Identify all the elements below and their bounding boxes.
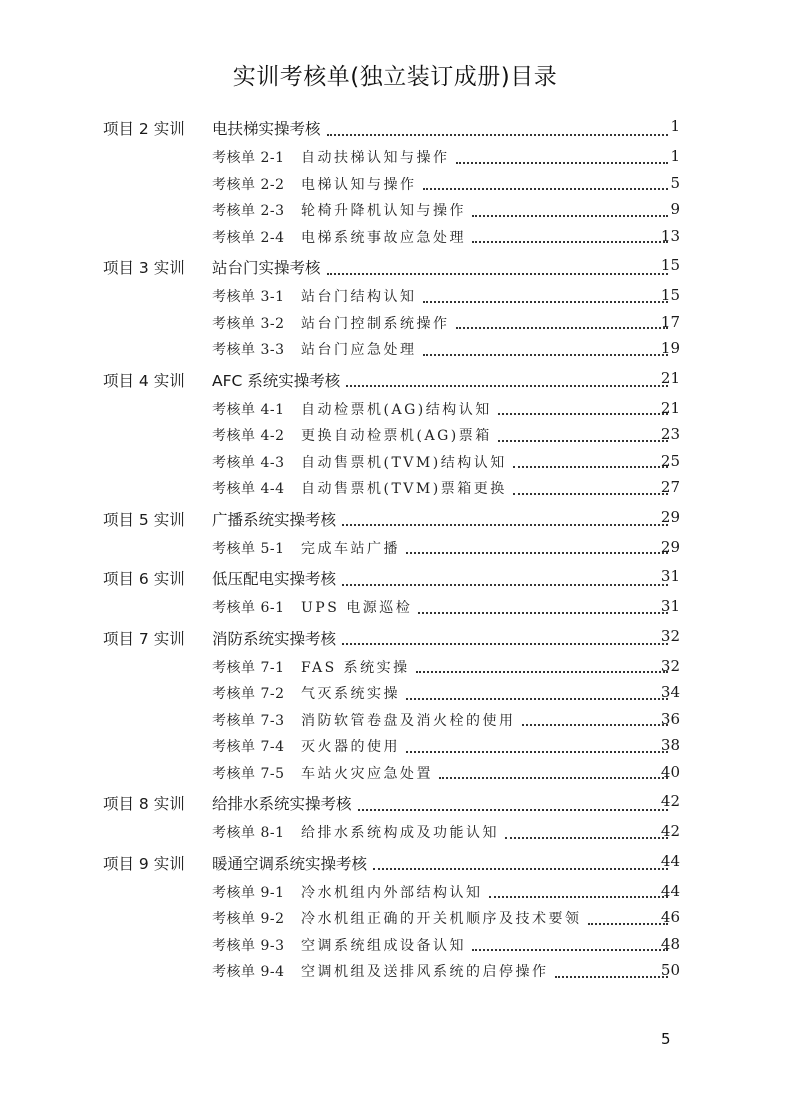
- toc-sheet-row[interactable]: [0, 763, 790, 790]
- dot-leader: [342, 584, 668, 586]
- toc-project-row[interactable]: [0, 256, 790, 286]
- sheet-title: 自动售票机(TVM)结构认知: [301, 454, 507, 471]
- toc-sheet-row[interactable]: [0, 227, 790, 254]
- toc-sheet-row[interactable]: [0, 147, 790, 174]
- project-page-number: 31: [660, 567, 680, 585]
- toc-sheet-row[interactable]: [0, 538, 790, 565]
- sheet-title: 冷水机组正确的开关机顺序及技术要领: [301, 911, 582, 927]
- dot-leader: [406, 751, 668, 753]
- sheet-page-number: 32: [660, 656, 680, 675]
- sheet-page-number: 27: [660, 478, 680, 496]
- project-page-number: 1: [670, 117, 680, 135]
- project-title: 广播系统实操考核: [212, 510, 337, 529]
- dot-leader: [342, 524, 668, 526]
- sheet-page-number: 48: [660, 934, 680, 953]
- sheet-code: 考核单 7-3: [212, 712, 285, 729]
- project-label: 项目 3 实训: [103, 259, 185, 277]
- dot-leader: [416, 671, 668, 673]
- toc-sheet-row[interactable]: [0, 174, 790, 201]
- toc-sheet-row[interactable]: [0, 908, 790, 935]
- toc-project-row[interactable]: [0, 508, 790, 538]
- dot-leader: [472, 241, 668, 243]
- sheet-title: FAS 系统实操: [301, 659, 410, 676]
- sheet-title: UPS 电源巡检: [301, 600, 413, 616]
- project-page-number: 32: [660, 626, 680, 645]
- dot-leader: [418, 612, 668, 614]
- sheet-code: 考核单 4-2: [212, 428, 285, 444]
- project-page-number: 21: [660, 368, 680, 387]
- sheet-code: 考核单 9-4: [212, 964, 285, 980]
- sheet-title: 自动检票机(AG)结构认知: [301, 401, 492, 418]
- sheet-page-number: 44: [660, 881, 680, 900]
- sheet-code: 考核单 9-3: [212, 937, 285, 954]
- sheet-page-number: 21: [660, 398, 680, 417]
- toc-sheet-row[interactable]: [0, 822, 790, 849]
- sheet-title: 气灭系统实操: [301, 686, 400, 702]
- sheet-page-number: 5: [670, 173, 680, 192]
- sheet-page-number: 17: [660, 312, 680, 331]
- toc-sheet-row[interactable]: [0, 452, 790, 479]
- sheet-title: 自动售票机(TVM)票箱更换: [301, 481, 507, 497]
- page-number: 5: [661, 1030, 671, 1048]
- table-of-contents: [0, 117, 790, 988]
- project-title: 站台门实操考核: [212, 259, 321, 277]
- dot-leader: [456, 327, 669, 329]
- sheet-page-number: 50: [660, 961, 680, 979]
- sheet-code: 考核单 4-1: [212, 401, 285, 418]
- sheet-title: 冷水机组内外部结构认知: [301, 884, 483, 901]
- project-page-number: 42: [660, 792, 680, 810]
- sheet-page-number: 40: [660, 762, 680, 781]
- sheet-page-number: 9: [670, 200, 680, 218]
- sheet-code: 考核单 2-2: [212, 176, 285, 193]
- toc-sheet-row[interactable]: [0, 736, 790, 763]
- sheet-title: 站台门控制系统操作: [301, 315, 450, 332]
- toc-sheet-row[interactable]: [0, 286, 790, 313]
- sheet-page-number: 1: [670, 147, 680, 165]
- toc-sheet-row[interactable]: [0, 339, 790, 366]
- dot-leader: [373, 868, 668, 870]
- toc-project-row[interactable]: [0, 567, 790, 597]
- sheet-title: 轮椅升降机认知与操作: [301, 203, 466, 219]
- sheet-page-number: 15: [660, 286, 680, 304]
- sheet-code: 考核单 9-2: [212, 911, 285, 927]
- project-label: 项目 6 实训: [103, 570, 185, 588]
- page-title: 实训考核单(独立装订成册)目录: [232, 64, 558, 90]
- sheet-code: 考核单 5-1: [212, 540, 285, 557]
- dot-leader: [406, 698, 668, 700]
- sheet-title: 车站火灾应急处置: [301, 765, 433, 782]
- toc-sheet-row[interactable]: [0, 313, 790, 340]
- dot-leader: [327, 273, 668, 275]
- sheet-title: 给排水系统构成及功能认知: [301, 825, 499, 841]
- dot-leader: [423, 301, 669, 303]
- sheet-page-number: 42: [660, 822, 680, 840]
- sheet-title: 空调机组及送排风系统的启停操作: [301, 964, 549, 980]
- sheet-page-number: 13: [660, 226, 680, 245]
- sheet-code: 考核单 3-3: [212, 342, 285, 358]
- project-title: AFC 系统实操考核: [212, 371, 341, 390]
- project-page-number: 15: [660, 256, 680, 274]
- sheet-page-number: 29: [660, 537, 680, 556]
- toc-sheet-row[interactable]: [0, 597, 790, 624]
- sheet-code: 考核单 7-5: [212, 765, 285, 782]
- sheet-title: 站台门结构认知: [301, 289, 417, 305]
- dot-leader: [346, 385, 668, 387]
- toc-sheet-row[interactable]: [0, 425, 790, 452]
- sheet-code: 考核单 7-1: [212, 659, 285, 676]
- dot-leader: [423, 354, 669, 356]
- toc-sheet-row[interactable]: [0, 657, 790, 684]
- sheet-page-number: 46: [660, 908, 680, 926]
- toc-sheet-row[interactable]: [0, 961, 790, 988]
- sheet-code: 考核单 8-1: [212, 825, 285, 841]
- sheet-title: 电梯系统事故应急处理: [301, 229, 466, 246]
- sheet-code: 考核单 7-2: [212, 686, 285, 702]
- toc-sheet-row[interactable]: [0, 478, 790, 505]
- toc-sheet-row[interactable]: [0, 882, 790, 909]
- sheet-page-number: 31: [660, 597, 680, 615]
- project-title: 电扶梯实操考核: [212, 120, 321, 138]
- dot-leader: [472, 949, 668, 951]
- toc-sheet-row[interactable]: [0, 683, 790, 710]
- toc-project-row[interactable]: [0, 852, 790, 882]
- toc-sheet-row[interactable]: [0, 710, 790, 737]
- sheet-code: 考核单 3-2: [212, 315, 285, 332]
- dot-leader: [456, 162, 669, 164]
- dot-leader: [358, 809, 668, 811]
- project-page-number: 29: [660, 507, 680, 526]
- sheet-title: 更换自动检票机(AG)票箱: [301, 428, 492, 444]
- sheet-page-number: 25: [660, 451, 680, 470]
- sheet-title: 站台门应急处理: [301, 342, 417, 358]
- sheet-title: 电梯认知与操作: [301, 176, 417, 193]
- project-title: 消防系统实操考核: [212, 629, 337, 648]
- sheet-code: 考核单 2-3: [212, 203, 285, 219]
- sheet-code: 考核单 2-1: [212, 150, 285, 166]
- sheet-title: 消防软管卷盘及消火栓的使用: [301, 712, 516, 729]
- project-label: 项目 5 实训: [103, 510, 185, 529]
- project-title: 给排水系统实操考核: [212, 795, 352, 813]
- project-label: 项目 9 实训: [103, 854, 185, 873]
- dot-leader: [406, 552, 668, 554]
- dot-leader: [439, 777, 668, 779]
- project-title: 暖通空调系统实操考核: [212, 854, 368, 873]
- sheet-code: 考核单 7-4: [212, 739, 285, 755]
- sheet-page-number: 38: [660, 736, 680, 754]
- toc-sheet-row[interactable]: [0, 399, 790, 426]
- toc-sheet-row[interactable]: [0, 200, 790, 227]
- dot-leader: [342, 643, 668, 645]
- sheet-title: 空调系统组成设备认知: [301, 937, 466, 954]
- project-label: 项目 2 实训: [103, 120, 185, 138]
- sheet-code: 考核单 9-1: [212, 884, 285, 901]
- dot-leader: [472, 215, 668, 217]
- project-label: 项目 4 实训: [103, 371, 185, 390]
- toc-project-row[interactable]: [0, 792, 790, 822]
- sheet-title: 灭火器的使用: [301, 739, 400, 755]
- sheet-code: 考核单 4-3: [212, 454, 285, 471]
- project-page-number: 44: [660, 851, 680, 870]
- toc-sheet-row[interactable]: [0, 935, 790, 962]
- sheet-page-number: 19: [660, 339, 680, 357]
- toc-project-row[interactable]: [0, 117, 790, 147]
- project-label: 项目 8 实训: [103, 795, 185, 813]
- sheet-code: 考核单 3-1: [212, 289, 285, 305]
- sheet-code: 考核单 4-4: [212, 481, 285, 497]
- project-title: 低压配电实操考核: [212, 570, 337, 588]
- sheet-page-number: 23: [660, 425, 680, 443]
- toc-project-row[interactable]: [0, 369, 790, 399]
- sheet-code: 考核单 6-1: [212, 600, 285, 616]
- sheet-page-number: 34: [660, 683, 680, 701]
- dot-leader: [423, 188, 669, 190]
- sheet-title: 完成车站广播: [301, 540, 400, 557]
- toc-project-row[interactable]: [0, 627, 790, 657]
- sheet-code: 考核单 2-4: [212, 229, 285, 246]
- project-label: 项目 7 实训: [103, 629, 185, 648]
- sheet-title: 自动扶梯认知与操作: [301, 150, 450, 166]
- dot-leader: [327, 134, 668, 136]
- sheet-page-number: 36: [660, 709, 680, 728]
